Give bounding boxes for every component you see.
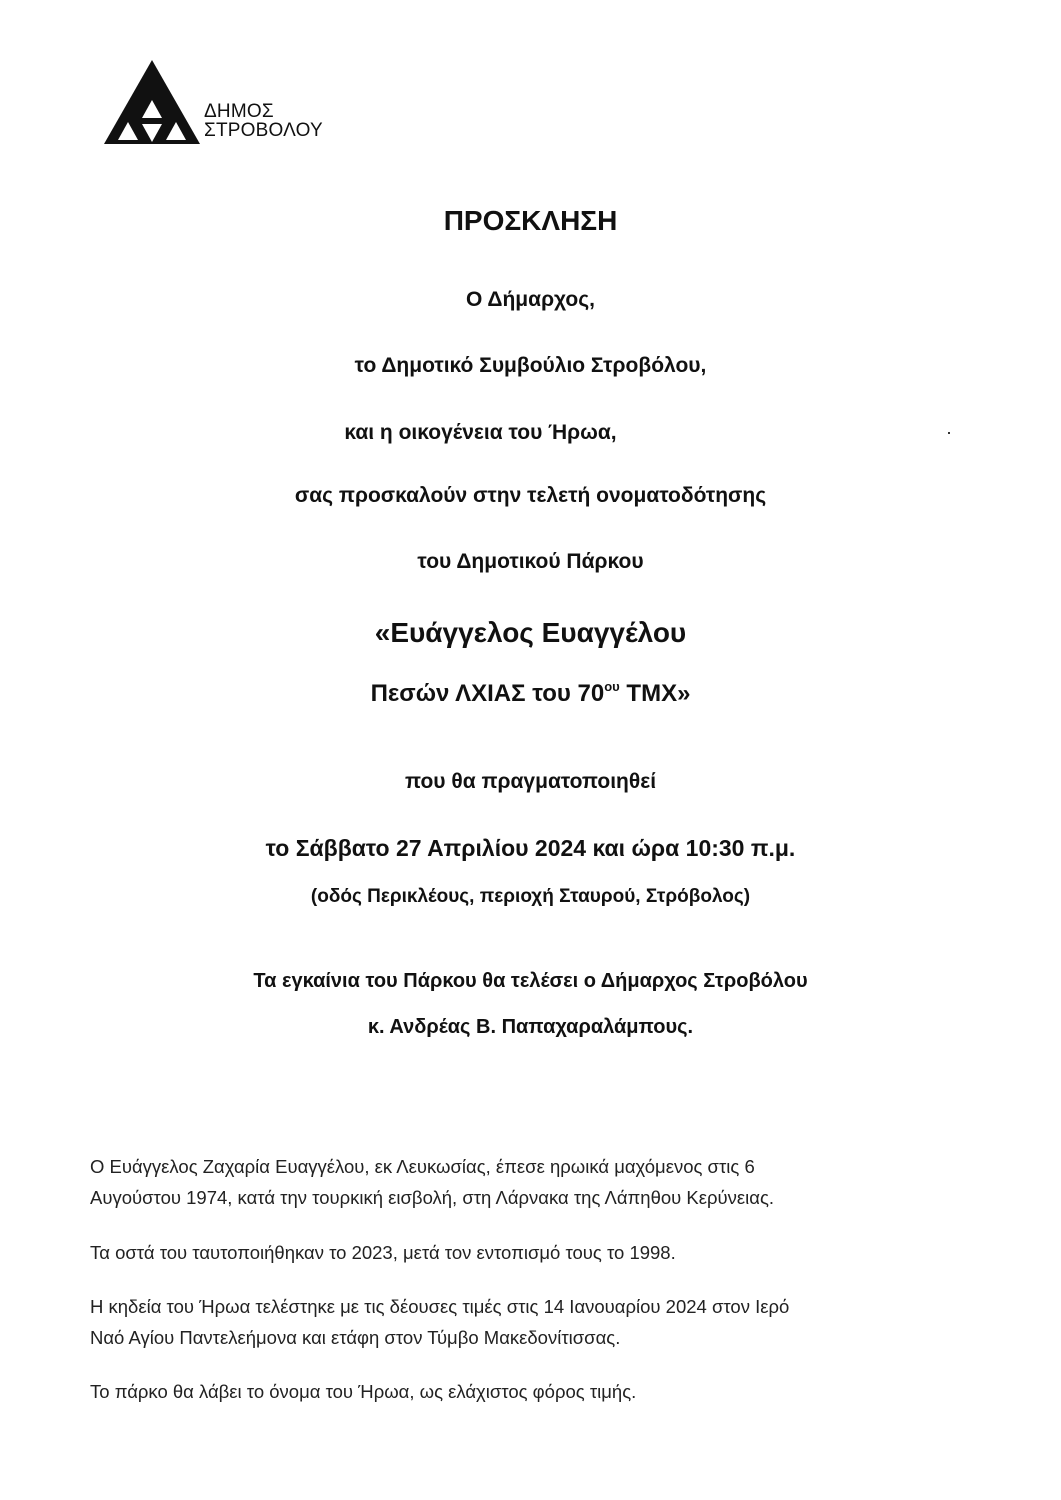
bio-p3-line-2: Ναό Αγίου Παντελεήμονα και ετάφη στον Τύμβο Μακεδονίτισσας. [90,1327,621,1348]
opening-line-2: κ. Ανδρέας Β. Παπαχαραλάμπους. [367,1016,694,1038]
family-line: και η οικογένεια του Ήρωα, [344,421,617,444]
opening-line-1: Τα εγκαίνια του Πάρκου θα τελέσει ο Δήμαρχος Στροβόλου [253,970,808,992]
bio-p1-line-1: Ο Ευάγγελος Ζαχαρία Ευαγγέλου, εκ Λευκωσίας, έπεσε ηρωικά μαχόμενος στις 6 [90,1156,755,1177]
ordinal-superscript: ου [604,679,620,694]
municipality-logo [104,60,344,150]
park-name-line-2-pre: Πεσών ΛΧΙΑΣ του 70 [370,680,605,707]
council-line: το Δημοτικό Συμβούλιο Στροβόλου, [354,354,707,377]
bio-paragraph-2 [90,1237,990,1268]
park-line: του Δημοτικού Πάρκου [417,550,644,573]
bio-p2-line: Τα οστά του ταυτοποιήθηκαν το 2023, μετά τον εντοπισμό τους το 1998. [90,1242,676,1263]
bio-paragraph-1 [90,1151,990,1213]
address-line: (οδός Περικλέους, περιοχή Σταυρού, Στρόβολος) [310,886,751,907]
bio-p4-line: Το πάρκο θα λάβει το όνομα του Ήρωα, ως ελάχιστος φόρος τιμής. [90,1381,637,1402]
logo-line-1: ΔΗΜΟΣ [204,101,274,122]
bio-p3-line-1: Η κηδεία του Ήρωα τελέστηκε με τις δέουσες τιμές στις 14 Ιανουαρίου 2024 στον Ιερό [90,1296,790,1317]
logo-wordmark [204,102,323,140]
triangle-logo-icon [104,60,204,146]
date-line: το Σάββατο 27 Απριλίου 2024 και ώρα 10:30 π.μ. [265,835,796,861]
bio-p1-line-2: Αυγούστου 1974, κατά την τουρκική εισβολή, στη Λάρνακα της Λάπηθου Κερύνειας. [90,1187,775,1208]
bio-paragraph-4 [90,1376,990,1407]
park-name-line-2-post: ΤΜΧ» [619,680,691,707]
invite-line: σας προσκαλούν στην τελετή ονοματοδότησης [294,484,767,507]
park-name-line-2 [0,679,1061,708]
invitation-title: ΠΡΟΣΚΛΗΣΗ [443,205,618,236]
happen-line: που θα πραγματοποιηθεί [404,770,657,793]
logo-line-2: ΣΤΡΟΒΟΛΟΥ [204,120,323,141]
park-name-line-1: «Ευάγγελος Ευαγγέλου [374,617,687,648]
stray-dot [948,432,950,434]
mayor-line: Ο Δήμαρχος, [466,288,595,311]
bio-paragraph-3 [90,1291,990,1353]
